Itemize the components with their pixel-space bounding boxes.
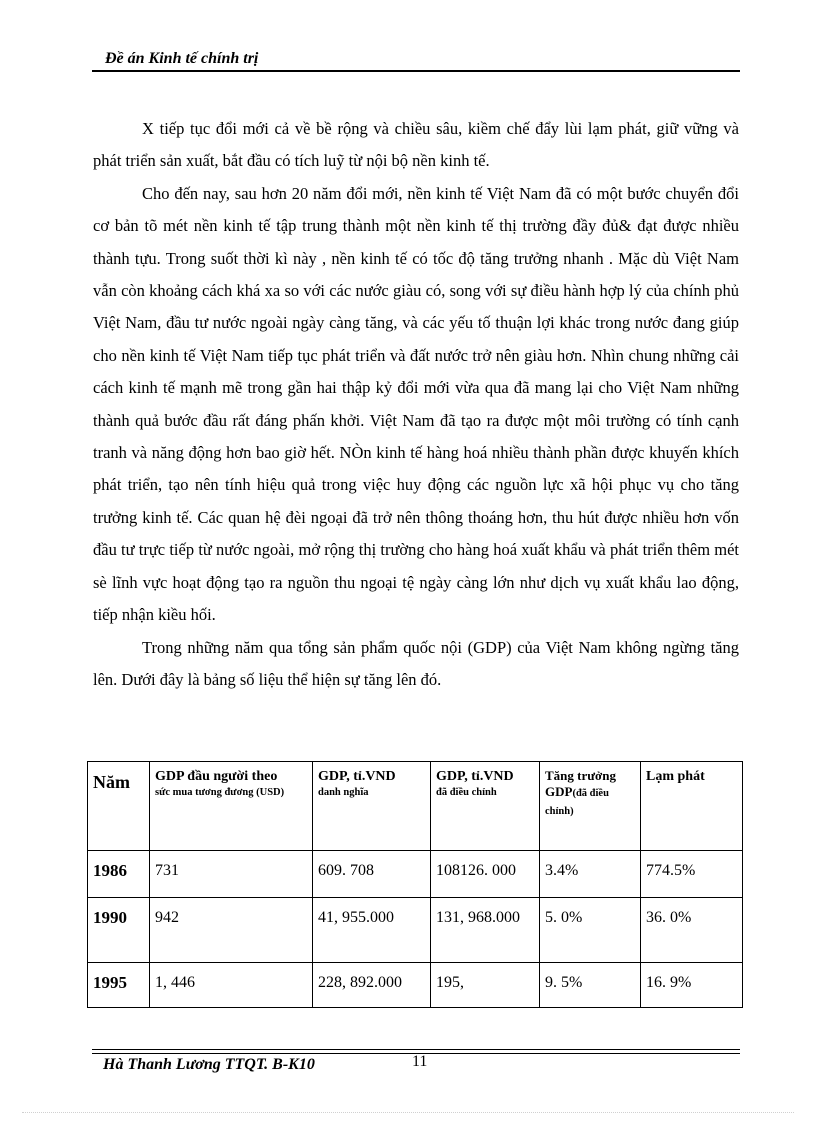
cell-gdp-per-capita: 942 <box>150 898 313 963</box>
cell-gdp-nominal: 41, 955.000 <box>313 898 431 963</box>
cell-year: 1995 <box>88 963 150 1008</box>
header-growth-sub: (đã điều chỉnh) <box>545 788 609 817</box>
header-rule <box>92 70 740 72</box>
table-header-row <box>88 762 743 851</box>
cell-inflation: 774.5% <box>641 851 743 898</box>
header-gdp-per-capita <box>150 762 313 851</box>
cell-gdp-adjusted: 195, <box>431 963 540 1008</box>
footer-rule <box>92 1049 740 1050</box>
header-gdp-per-capita-sub: sức mua tương đương (USD) <box>155 787 285 798</box>
footer-author: Hà Thanh Lương TTQT. B-K10 <box>103 1056 315 1073</box>
header-gdp-adjusted-main: GDP, tỉ.VND <box>436 769 514 784</box>
cell-growth: 5. 0% <box>540 898 641 963</box>
cell-growth: 9. 5% <box>540 963 641 1008</box>
header-gdp-adjusted-sub: đã điều chỉnh <box>436 787 497 798</box>
cell-gdp-per-capita: 731 <box>150 851 313 898</box>
header-gdp-nominal <box>313 762 431 851</box>
cell-gdp-adjusted: 131, 968.000 <box>431 898 540 963</box>
cell-gdp-per-capita: 1, 446 <box>150 963 313 1008</box>
table-row <box>88 898 743 963</box>
header-growth-main: Tăng trưởng GDP <box>545 768 616 799</box>
cell-gdp-nominal: 609. 708 <box>313 851 431 898</box>
body-text <box>93 113 739 696</box>
header-title: Đề án Kinh tế chính trị <box>105 50 259 67</box>
header-gdp-nominal-main: GDP, tỉ.VND <box>318 769 396 784</box>
paragraph-1: X tiếp tục đổi mới cả về bề rộng và chiều sâu, kiềm chế đẩy lùi lạm phát, giữ vững và phát triển sản xuất, bắt đầu có tích luỹ từ nội bộ nền kinh tế. <box>93 119 739 171</box>
cell-year: 1986 <box>88 851 150 898</box>
cell-gdp-adjusted: 108126. 000 <box>431 851 540 898</box>
cell-inflation: 16. 9% <box>641 963 743 1008</box>
paragraph-3: Trong những năm qua tổng sản phẩm quốc nội (GDP) của Việt Nam không ngừng tăng lên. Dưới đây là bảng số liệu thể hiện sự tăng lên đó. <box>93 637 739 689</box>
cell-gdp-nominal: 228, 892.000 <box>313 963 431 1008</box>
header-inflation <box>641 762 743 851</box>
table-row <box>88 963 743 1008</box>
table-row <box>88 851 743 898</box>
page-edge-divider <box>22 1112 794 1113</box>
header-gdp-per-capita-main: GDP đầu người theo <box>155 769 278 784</box>
header-gdp-adjusted <box>431 762 540 851</box>
cell-inflation: 36. 0% <box>641 898 743 963</box>
paragraph-2: Cho đến nay, sau hơn 20 năm đổi mới, nền kinh tế Việt Nam đã có một bước chuyển đổi cơ bản tõ mét nền kinh tế tập trung thành một nền kinh tế thị trường đầy đủ& đạt được nhiều thành tựu. Trong suốt thời kì này , nền kinh tế có tốc độ tăng trưởng nhanh . Mặc dù Việt Nam vẫn còn khoảng cách khá xa so với các nước giàu có, song với sự điều hành hợp lý của chính phủ Việt Nam, đầu tư nước ngoài ngày càng tăng, và các yếu tố thuận lợi khác trong nước đang giúp cho nền kinh tế Việt Nam tiếp tục phát triển và đất nước trở nên giàu hơn. Nhìn chung những cải cách kinh tế mạnh mẽ trong gần hai thập kỷ đổi mới vừa qua đã mang lại cho Việt Nam những thành quả bước đầu rất đáng phấn khởi. Việt Nam đã tạo ra được một môi trường có tính cạnh tranh và năng động hơn bao giờ hết. NÒn kinh tế hàng hoá nhiều thành phần được khuyến khích phát triển, tạo nên tính hiệu quả trong việc huy động các nguồn lực xã hội phục vụ cho tăng trưởng kinh tế. Các quan hệ đèi ngoại đã trở nên thông thoáng hơn, thu hút được nhiều hơn vốn đầu tư trực tiếp từ nước ngoài, mở rộng thị trường cho hàng hoá xuất khẩu và phát triển thêm mét sè lĩnh vực hoạt động tạo ra nguồn thu ngoại tệ ngày càng lớn như dịch vụ xuất khẩu lao động, tiếp nhận kiều hối. <box>93 183 739 625</box>
gdp-table <box>87 761 743 1008</box>
header-year: Năm <box>88 762 150 851</box>
page-number: 11 <box>412 1053 428 1070</box>
cell-growth: 3.4% <box>540 851 641 898</box>
header-gdp-nominal-sub: danh nghĩa <box>318 787 369 798</box>
header-inflation-label: Lạm phát <box>646 769 705 784</box>
cell-year: 1990 <box>88 898 150 963</box>
header-growth <box>540 762 641 851</box>
